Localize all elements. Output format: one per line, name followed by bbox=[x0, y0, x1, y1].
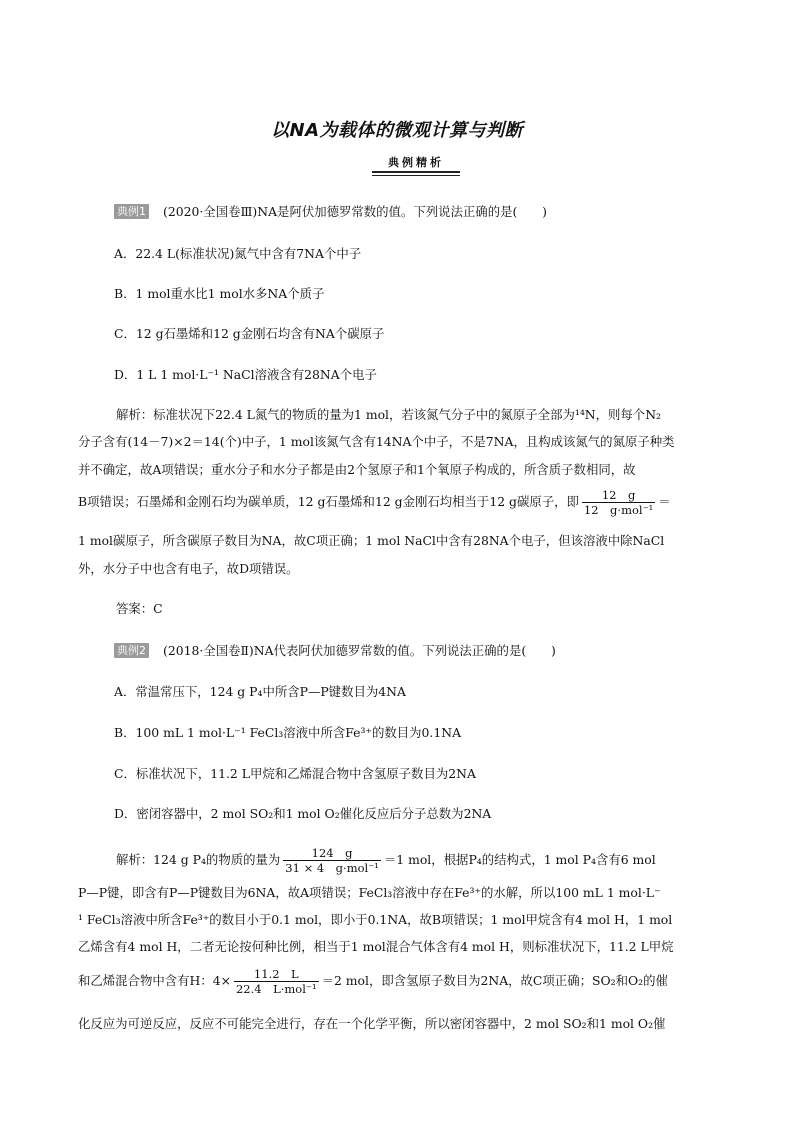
example1-answer: 答案：C bbox=[116, 601, 163, 616]
example2-option-c: C．标准状况下，11.2 L甲烷和乙烯混合物中含氢原子数目为2NA bbox=[114, 766, 476, 781]
example2-analysis-line4: 乙烯含有4 mol H，二者无论按何种比例，相当于1 mol混合气体含有4 mol H，则标准状况下，11.2 L甲烷 bbox=[78, 939, 674, 954]
example2-analysis-line1-pre: 解析：124 g P₄的物质的量为 bbox=[116, 852, 281, 867]
example2-stem: (2018·全国卷Ⅱ)NA代表阿伏加德罗常数的值。下列说法正确的是( ) bbox=[163, 643, 556, 658]
example1-fraction bbox=[582, 488, 655, 517]
example2-option-b: B．100 mL 1 mol·L⁻¹ FeCl₃溶液中所含Fe³⁺的数目为0.1NA bbox=[114, 725, 462, 740]
example2-analysis-line6: 化反应为可逆反应，反应不可能完全进行，存在一个化学平衡，所以密闭容器中，2 mol SO₂和1 mol O₂催 bbox=[78, 1016, 666, 1031]
page-title: 以NA为载体的微观计算与判断 bbox=[271, 120, 523, 141]
example1-analysis-line3: 并不确定，故A项错误；重水分子和水分子都是由2个氢原子和1个氧原子构成的，所含质子数相同，故 bbox=[78, 462, 636, 477]
section-subtitle: 典例精析 bbox=[388, 156, 444, 169]
example2-fraction1-numerator: 124 g bbox=[311, 846, 353, 860]
example2-option-a: A．常温常压下，124 g P₄中所含P—P键数目为4NA bbox=[114, 684, 406, 699]
example1-analysis-line2: 分子含有(14－7)×2＝14(个)中子，1 mol该氮气含有14NA个中子，不是7NA，且构成该氮气的氮原子种类 bbox=[78, 434, 675, 449]
example2-analysis-line5-pre: 和乙烯混合物中含有H：4× bbox=[78, 973, 231, 988]
example2-fraction2 bbox=[234, 967, 319, 996]
example2-fraction1 bbox=[283, 846, 381, 875]
example2-analysis-line1 bbox=[116, 846, 656, 875]
example1-fraction-numerator: 12 g bbox=[601, 488, 636, 502]
example1-stem: (2020·全国卷Ⅲ)NA是阿伏加德罗常数的值。下列说法正确的是( ) bbox=[163, 204, 547, 219]
example1-option-c: C．12 g石墨烯和12 g金刚石均含有NA个碳原子 bbox=[114, 326, 385, 341]
example1-fraction-denominator: 12 g·mol⁻¹ bbox=[583, 503, 654, 517]
example2-stem-line bbox=[114, 642, 556, 660]
example2-analysis-line3: ¹ FeCl₃溶液中所含Fe³⁺的数目小于0.1 mol，即小于0.1NA，故B项错误；1 mol甲烷含有4 mol H，1 mol bbox=[78, 912, 673, 927]
subtitle-underline-thin bbox=[372, 175, 460, 176]
example1-stem-line bbox=[114, 203, 547, 221]
example2-analysis-line2: P—P键，即含有P—P键数目为6NA，故A项错误；FeCl₃溶液中存在Fe³⁺的水解，所以100 mL 1 mol·L⁻ bbox=[78, 885, 661, 900]
example1-option-d: D．1 L 1 mol·L⁻¹ NaCl溶液含有28NA个电子 bbox=[114, 367, 377, 382]
example2-badge: 典例2 bbox=[114, 643, 149, 658]
example2-analysis-line5 bbox=[78, 967, 668, 996]
example1-analysis-line4-text: B项错误；石墨烯和金刚石均为碳单质，12 g石墨烯和12 g金刚石均相当于12 g碳原子，即 bbox=[78, 494, 579, 509]
example2-fraction1-denominator: 31 × 4 g·mol⁻¹ bbox=[285, 861, 379, 875]
subtitle-underline-thick bbox=[372, 171, 460, 173]
example1-analysis-line4-end: ＝ bbox=[658, 494, 671, 509]
example1-option-b: B．1 mol重水比1 mol水多NA个质子 bbox=[114, 286, 325, 301]
example2-analysis-line5-post: ＝2 mol，即含氢原子数目为2NA，故C项正确；SO₂和O₂的催 bbox=[321, 973, 668, 988]
example2-option-d: D．密闭容器中，2 mol SO₂和1 mol O₂催化反应后分子总数为2NA bbox=[114, 806, 492, 821]
example2-fraction2-denominator: 22.4 L·mol⁻¹ bbox=[235, 982, 317, 996]
example2-fraction2-numerator: 11.2 L bbox=[253, 967, 299, 981]
example1-option-a: A．22.4 L(标准状况)氮气中含有7NA个中子 bbox=[114, 246, 362, 261]
example1-analysis-line6: 外，水分子中也含有电子，故D项错误。 bbox=[78, 561, 299, 576]
example1-analysis-line1: 解析：标准状况下22.4 L氮气的物质的量为1 mol，若该氮气分子中的氮原子全部为¹⁴N，则每个N₂ bbox=[116, 407, 662, 422]
example2-analysis-line1-post: ＝1 mol，根据P₄的结构式，1 mol P₄含有6 mol bbox=[383, 852, 656, 867]
example1-analysis-line5: 1 mol碳原子，所含碳原子数目为NA，故C项正确；1 mol NaCl中含有28NA个电子，但该溶液中除NaCl bbox=[78, 533, 665, 548]
example1-badge: 典例1 bbox=[114, 204, 149, 219]
example1-analysis-line4 bbox=[78, 488, 671, 517]
